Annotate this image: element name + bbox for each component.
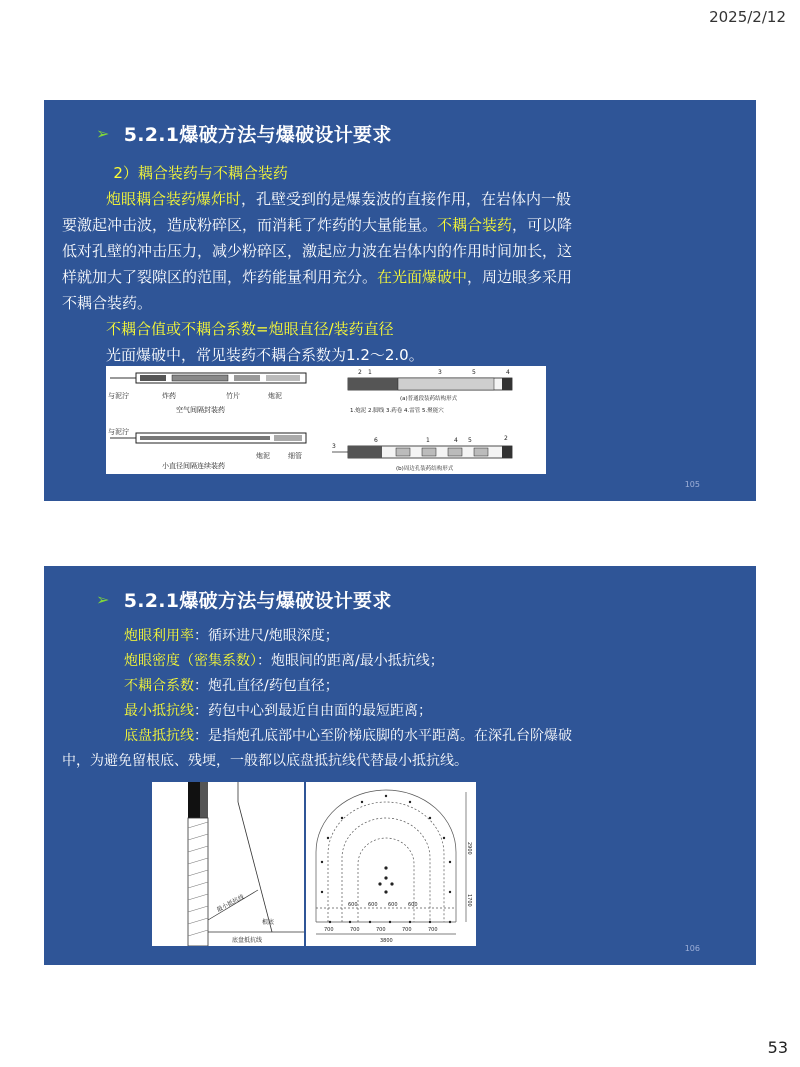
svg-text:6: 6 (374, 437, 378, 444)
svg-text:700: 700 (428, 927, 438, 933)
charge-structure-figure (106, 366, 546, 474)
fig-label: 细管 (288, 452, 302, 460)
svg-text:700: 700 (324, 927, 334, 933)
fig-caption: 空气间隔封装药 (176, 406, 225, 414)
fig-label: 竹片 (226, 392, 240, 400)
slide-title (96, 120, 392, 147)
svg-text:3: 3 (332, 443, 336, 450)
fig-caption: (a)普通段装药结构形式 (400, 396, 458, 402)
fig-label: 炸药 (162, 392, 176, 400)
svg-text:4: 4 (454, 437, 458, 444)
bench-resistance-figure (152, 782, 304, 946)
svg-text:5: 5 (472, 369, 476, 376)
slide-105 (44, 100, 756, 501)
page-number: 53 (767, 1038, 788, 1057)
arrow-bullet-icon: ➢ (96, 590, 110, 609)
svg-text:700: 700 (376, 927, 386, 933)
fig-label: 炮泥 (256, 452, 270, 460)
svg-text:1700: 1700 (466, 894, 472, 907)
svg-text:2: 2 (504, 435, 508, 442)
svg-text:3800: 3800 (380, 938, 393, 944)
svg-text:3: 3 (438, 369, 442, 376)
tunnel-blasthole-layout-figure (306, 782, 476, 946)
svg-text:2900: 2900 (466, 842, 472, 855)
slide-body (62, 160, 582, 368)
fig-label: 与泥泞 (108, 392, 129, 400)
svg-text:600: 600 (388, 902, 398, 908)
note-line: 光面爆破中，常见装药不耦合系数为1.2～2.0。 (106, 346, 424, 364)
fig-caption: 小直径间隔连续装药 (162, 462, 225, 470)
svg-text:1: 1 (368, 369, 372, 376)
svg-text:5: 5 (468, 437, 472, 444)
fig-label: 炮泥 (268, 392, 282, 400)
arrow-bullet-icon: ➢ (96, 124, 110, 143)
svg-text:2: 2 (358, 369, 362, 376)
slide-title (96, 586, 392, 613)
definition-item: 炮眼密度（密集系数）：炮眼间的距离/最小抵抗线； (124, 653, 444, 669)
fig-label: 与泥泞 (108, 428, 129, 436)
svg-text:600: 600 (408, 902, 418, 908)
svg-text:最小抵抗线: 最小抵抗线 (215, 893, 246, 914)
slide-number: 105 (684, 480, 700, 489)
svg-text:700: 700 (350, 927, 360, 933)
slide-106 (44, 566, 756, 965)
svg-text:4: 4 (506, 369, 510, 376)
formula-line: 不耦合值或不耦合系数=炮眼直径/装药直径 (106, 320, 394, 338)
section-subtitle: 2）耦合装药与不耦合装药 (113, 164, 288, 182)
svg-text:700: 700 (402, 927, 412, 933)
slide-title-text: 5.2.1爆破方法与爆破设计要求 (123, 590, 392, 612)
slide-body (62, 624, 582, 774)
svg-text:600: 600 (368, 902, 378, 908)
slide-number: 106 (684, 944, 700, 953)
definition-item: 不耦合系数：炮孔直径/药包直径； (124, 678, 339, 694)
fig-legend: 1.炮泥 2.脚线 3.药卷 4.雷管 5.聚能穴 (350, 408, 444, 414)
svg-text:底盘抵抗线: 底盘抵抗线 (232, 937, 263, 944)
fig-caption: (b)周边孔装药结构形式 (396, 466, 454, 472)
definition-item: 炮眼利用率：循环进尺/炮眼深度； (124, 628, 339, 644)
paragraph-coupling: 炮眼耦合装药爆炸时，孔壁受到的是爆轰波的直接作用，在岩体内一般要激起冲击波，造成粉碎区，而消耗了炸药的大量能量。不耦合装药，可以降低对孔壁的冲击压力，减少粉碎区，激起应力波在岩体内的作用时间加长，这样就加大了裂隙区的范围，炸药能量利用充分。在光面爆破中，周边眼多采用不耦合装药。 (62, 190, 573, 312)
slide-title-text: 5.2.1爆破方法与爆破设计要求 (123, 124, 392, 146)
svg-text:600: 600 (348, 902, 358, 908)
svg-text:根底: 根底 (262, 919, 275, 926)
definition-item: 底盘抵抗线：是指炮孔底部中心至阶梯底脚的水平距离。在深孔台阶爆破中，为避免留根底、残埂，一般都以底盘抵抗线代替最小抵抗线。 (62, 728, 572, 769)
svg-text:1: 1 (426, 437, 430, 444)
definition-item: 最小抵抗线：药包中心到最近自由面的最短距离； (124, 703, 432, 719)
print-date: 2025/2/12 (709, 8, 786, 26)
